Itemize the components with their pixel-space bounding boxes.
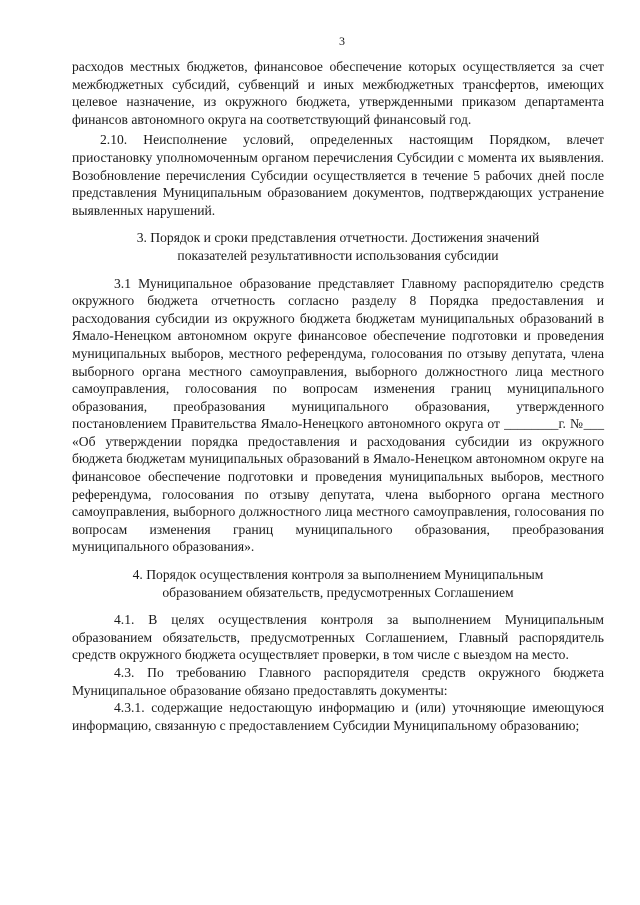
document-page xyxy=(72,34,604,734)
section-3-title: 3. Порядок и сроки представления отчетности. Достижения значений показателей результативности использования субсидии xyxy=(136,230,540,263)
paragraph-3-1: 3.1 Муниципальное образование представляет Главному распорядителю средств окружного бюджета отчетность согласно разделу 8 Порядка предоставления и расходования субсидии из окружного бюджета бюджетам муниципальных образований в Ямало-Ненецком автономном округе финансовое обеспечение подготовки и проведения муниципальных выборов, местного референдума, голосования по отзыву депутата, члена выборного органа местного самоуправления, выборного должностного лица местного самоуправления, голосования по вопросам изменения границ муниципального образования, преобразования муниципального образования, утвержденного постановлением Правительства Ямало-Ненецкого автономного округа от ________г. №___ «Об утверждении порядка предоставления и расходования субсидии из окружного бюджета бюджетам муниципальных образований в Ямало-Ненецком автономном округе на финансовое обеспечение подготовки и проведения муниципальных выборов, местного референдума, голосования по отзыву депутата, члена выборного органа местного самоуправления, выборного должностного лица местного самоуправления, голосования по вопросам изменения границ муниципального образования, преобразования муниципального образования». xyxy=(72,275,604,555)
page-number: 3 xyxy=(339,34,345,48)
paragraph-2-10: 2.10. Неисполнение условий, определенных настоящим Порядком, влечет приостановку уполномоченным органом перечисления Субсидии с момента их выявления. Возобновление перечисления Субсидии осуществляется в течение 5 рабочих дней после представления Муниципальным образованием документов, подтверждающих устранение выявленных нарушений. xyxy=(72,132,604,218)
paragraph-4-3: 4.3. По требованию Главного распорядителя средств окружного бюджета Муниципальное образование обязано предоставлять документы: xyxy=(72,665,604,698)
paragraph-4-1: 4.1. В целях осуществления контроля за выполнением Муниципальным образованием обязательств, предусмотренных Соглашением, Главный распорядитель средств окружного бюджета осуществляет проверки, в том числе с выездом на место. xyxy=(72,612,604,663)
paragraph-4-3-1: 4.3.1. содержащие недостающую информацию и (или) уточняющие имеющуюся информацию, связанную с предоставлением Субсидии Муниципальному образованию; xyxy=(72,700,604,733)
section-4-title: 4. Порядок осуществления контроля за выполнением Муниципальным образованием обязательств, предусмотренных Соглашением xyxy=(132,567,544,600)
paragraph-continuation: расходов местных бюджетов, финансовое обеспечение которых осуществляется за счет межбюджетных субсидий, субвенций и иных межбюджетных трансфертов, имеющих целевое назначение, из окружного бюджета, утвержденными приказом департамента финансов автономного округа на соответствующий финансовый год. xyxy=(72,59,604,127)
